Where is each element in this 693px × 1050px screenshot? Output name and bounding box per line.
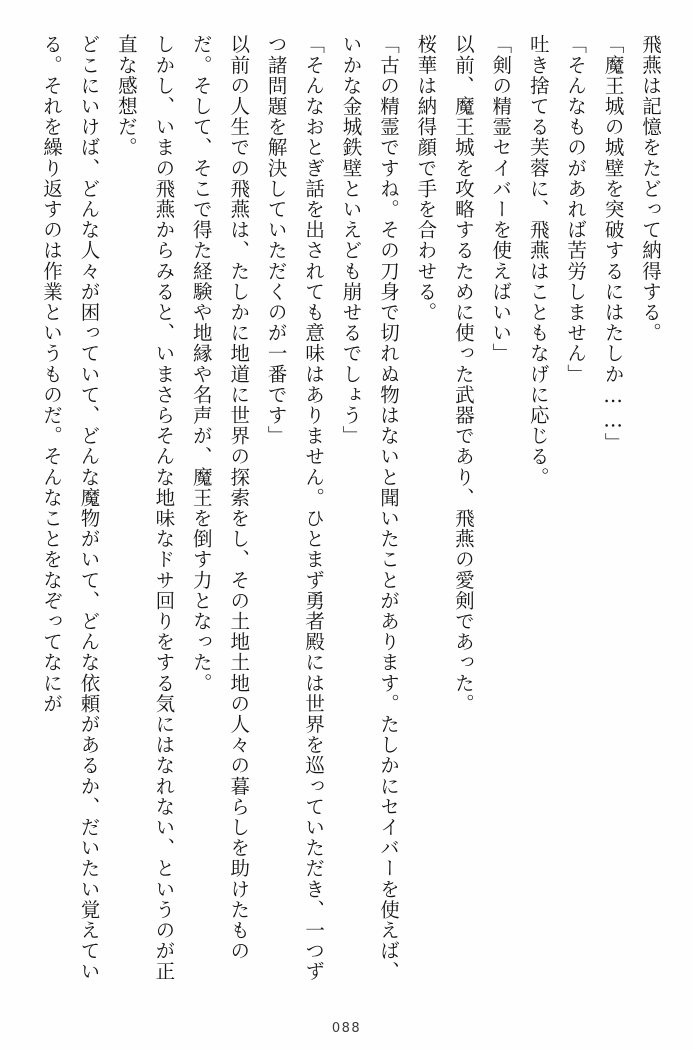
paragraph: どこにいけば、どんな人々が困っていて、どんな魔物がいて、どんな依頼があるか、だいたい覚えている。それを繰り返すのは作業というものだ。そんなことをなぞってなにが [40,34,101,982]
paragraph: 「そんなおとぎ話を出されても意味はありません。ひとまず勇者殿には世界を巡っていただき、一つずつ諸問題を解決していただくのが一番です」 [264,34,326,982]
paragraph: 「古の精霊ですね。その刀身で切れぬ物はないと聞いたことがあります。たしかにセイバーを使えば、いかな金城鉄壁といえども崩せるでしょう」 [339,34,400,982]
paragraph: しかし、いまの飛燕からみると、いまさらそんな地味なドサ回りをする気にはなれない、というのが正直な感想だ。 [114,34,176,982]
paragraph: 吐き捨てる芙蓉に、飛燕はこともなげに応じる。 [526,34,550,488]
paragraph: 以前、魔王城を攻略するために使った武器であり、飛燕の愛剣であった。 [451,34,475,714]
novel-body-text [24,34,669,994]
paragraph: 「そんなものがあれば苦労しません」 [564,34,588,385]
paragraph: 桜華は納得顔で手を合わせる。 [414,34,438,323]
paragraph: 「魔王城の城壁を突破するにはたしか……」 [601,34,625,453]
paragraph: 以前の人生での飛燕は、たしかに地道に世界の探索をし、その土地土地の人々の暮らしを助けたものだ。そして、そこで得た経験や地縁や名声が、魔王を倒す力となった。 [189,34,251,961]
paragraph: 「剣の精霊セイバーを使えばいい」 [489,34,513,364]
paragraph: 飛燕は記憶をたどって納得する。 [639,34,662,343]
page-number: 088 [331,1021,362,1036]
